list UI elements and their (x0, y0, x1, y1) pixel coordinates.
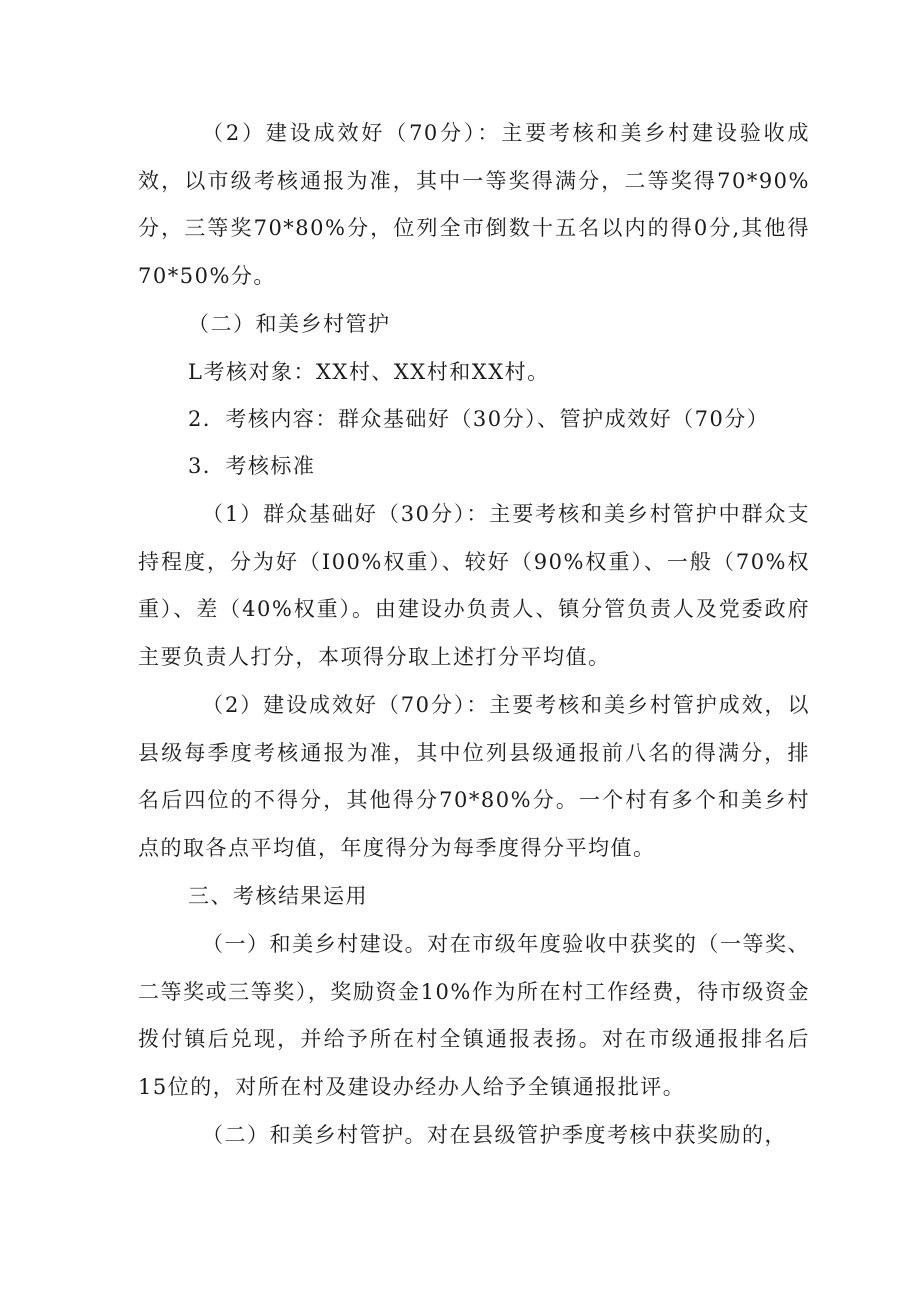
paragraph-assessment-standard: 3．考核标准 (188, 454, 316, 478)
paragraph-assessment-content: 2．考核内容：群众基础好（30分）、管护成效好（70分） (188, 407, 770, 431)
paragraph-assessment-target: L考核对象：XX村、XX村和XX村。 (188, 360, 550, 384)
section-heading-results-use: 三、考核结果运用 (188, 884, 368, 908)
paragraph-public-support: （1）群众基础好（30分）：主要考核和美乡村管护中群众支持程度，分为好（I00%权重）、较好（90%权重）、一般（70%权重）、差（40%权重）。由建设办负责人、镇分管负责人及党委政府主要负责人打分，本项得分取上述打分平均值。 (138, 502, 810, 669)
paragraph-construction-results: （一）和美乡村建设。对在市级年度验收中获奖的（一等奖、二等奖或三等奖），奖励资金10%作为所在村工作经费，待市级资金拨付镇后兑现，并给予所在村全镇通报表扬。对在市级通报排名后15位的，对所在村及建设办经办人给予全镇通报批评。 (138, 932, 810, 1099)
paragraph-maintenance-results: （二）和美乡村管护。对在县级管护季度考核中获奖励的， (202, 1123, 787, 1147)
paragraph-construction-effect: （2）建设成效好（70分）：主要考核和美乡村建设验收成效，以市级考核通报为准，其中一等奖得满分，二等奖得70*90%分，三等奖70*80%分，位列全市倒数十五名以内的得0分,其他得70*50%分。 (138, 121, 810, 288)
paragraph-maintenance-effect: （2）建设成效好（70分）：主要考核和美乡村管护成效，以县级每季度考核通报为准，其中位列县级通报前八名的得满分，排名后四位的不得分，其他得分70*80%分。一个村有多个和美乡村点的取各点平均值，年度得分为每季度得分平均值。 (138, 693, 810, 860)
section-heading-maintenance: （二）和美乡村管护 (188, 312, 391, 336)
